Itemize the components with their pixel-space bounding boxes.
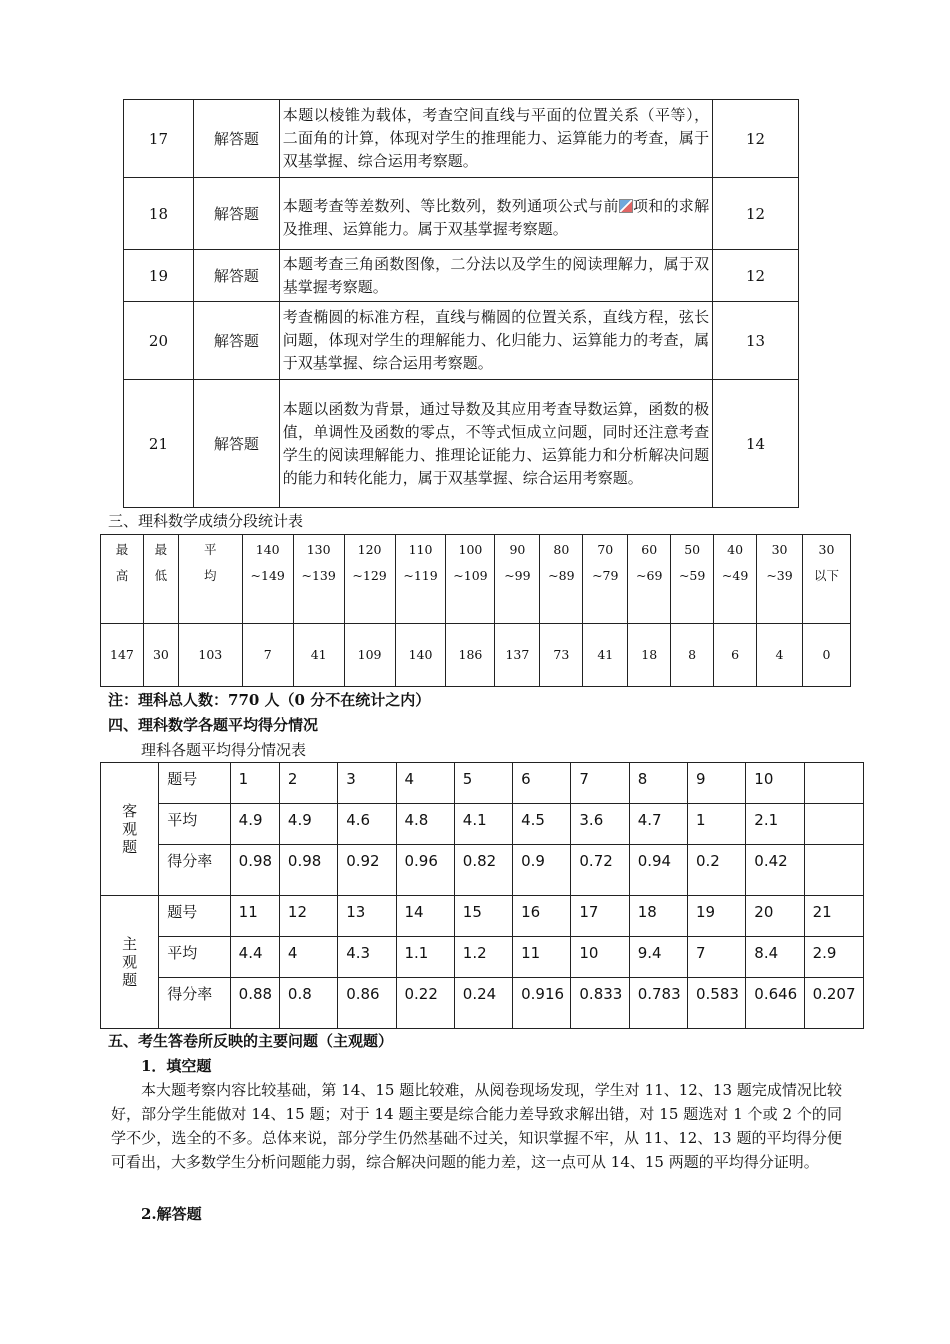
table-cell: 8 [629, 763, 687, 804]
table-cell: 0.646 [746, 978, 804, 1029]
table-cell: 9.4 [629, 937, 687, 978]
header-line: 40 [727, 542, 744, 557]
row-label: 题号 [159, 896, 230, 937]
header-line: ~149 [250, 568, 285, 583]
question-score: 14 [713, 380, 799, 508]
table-cell: 17 [571, 896, 629, 937]
group-label-char: 题 [122, 838, 138, 856]
row-label: 题号 [159, 763, 230, 804]
table-cell: 1.2 [454, 937, 512, 978]
column-header [714, 535, 757, 624]
header-line: 110 [408, 542, 433, 557]
question-description: 本题以函数为背景，通过导数及其应用考查导数运算，函数的极值，单调性及函数的零点，不等式恒成立问题，同时还注意考查学生的阅读理解能力、推理论证能力、运算能力和分析解决问题的能力和转化能力，属于双基掌握、综合运用考察题。 [279, 380, 712, 508]
question-type: 解答题 [193, 178, 279, 250]
objective-group-label [101, 763, 159, 896]
table-cell: 0.783 [629, 978, 687, 1029]
column-header [757, 535, 803, 624]
table-cell: 4.7 [629, 804, 687, 845]
table-cell: 0.9 [513, 845, 571, 896]
table-row [101, 937, 864, 978]
table-cell: 4 [396, 763, 454, 804]
question-description [279, 178, 712, 250]
column-header [628, 535, 671, 624]
row-label: 平均 [159, 937, 230, 978]
table-cell: 140 [395, 624, 446, 687]
table-row [101, 804, 864, 845]
header-line: 140 [255, 542, 280, 557]
note-total: 注：理科总人数：770 人（0 分不在统计之内） [108, 691, 431, 709]
table-cell: 19 [687, 896, 745, 937]
question-description: 本题以棱锥为载体，考查空间直线与平面的位置关系（平等），二面角的计算，体现对学生的推理能力、运算能力的考查，属于双基掌握、综合运用考察题。 [279, 100, 712, 178]
question-number: 21 [124, 380, 194, 508]
table-cell: 4.3 [338, 937, 396, 978]
table-cell: 0.8 [279, 978, 337, 1029]
table-cell: 4 [757, 624, 803, 687]
column-header [242, 535, 293, 624]
header-line: 均 [204, 568, 217, 583]
header-line: 130 [306, 542, 331, 557]
table-row [101, 978, 864, 1029]
table-cell: 41 [583, 624, 628, 687]
table-caption: 理科各题平均得分情况表 [141, 741, 307, 759]
table-cell: 1 [687, 804, 745, 845]
table-cell: 4.6 [338, 804, 396, 845]
header-line: 70 [597, 542, 614, 557]
header-line: ~139 [301, 568, 336, 583]
table-cell: 186 [446, 624, 495, 687]
header-line: 平 [204, 542, 217, 557]
header-line: 120 [357, 542, 382, 557]
table-row [124, 250, 799, 302]
header-line: ~129 [352, 568, 387, 583]
table-cell: 2.9 [804, 937, 863, 978]
row-label: 得分率 [159, 845, 230, 896]
header-line: 100 [458, 542, 483, 557]
table-cell: 0.42 [746, 845, 804, 896]
table-cell: 30 [143, 624, 178, 687]
table-cell: 147 [101, 624, 144, 687]
table-cell [804, 763, 863, 804]
question-type: 解答题 [193, 250, 279, 302]
question-number: 19 [124, 250, 194, 302]
table-cell: 4.1 [454, 804, 512, 845]
question-number: 20 [124, 302, 194, 380]
header-line: ~69 [636, 568, 663, 583]
question-type: 解答题 [193, 100, 279, 178]
table-cell: 0 [803, 624, 851, 687]
group-label-char: 观 [122, 953, 138, 971]
column-header [344, 535, 395, 624]
question-score: 13 [713, 302, 799, 380]
section-3-title: 三、理科数学成绩分段统计表 [108, 512, 304, 530]
table-cell: 11 [230, 896, 279, 937]
table-cell: 13 [338, 896, 396, 937]
header-line: 50 [684, 542, 701, 557]
header-line: 30 [818, 542, 835, 557]
table-cell: 6 [513, 763, 571, 804]
table-cell: 21 [804, 896, 863, 937]
table-cell: 9 [687, 763, 745, 804]
table-cell: 0.916 [513, 978, 571, 1029]
table-cell: 14 [396, 896, 454, 937]
table-row [101, 624, 851, 687]
header-line: ~89 [548, 568, 575, 583]
header-line: ~119 [403, 568, 438, 583]
table-cell: 73 [540, 624, 583, 687]
table-cell: 41 [293, 624, 344, 687]
description-part: 本题考查等差数列、等比数列，数列通项公式与前 [282, 196, 619, 215]
column-header [178, 535, 242, 624]
question-description: 本题考查三角函数图像，二分法以及学生的阅读理解力，属于双基掌握考察题。 [279, 250, 712, 302]
table-cell: 4.5 [513, 804, 571, 845]
table-cell: 0.207 [804, 978, 863, 1029]
header-line: ~79 [592, 568, 619, 583]
column-header [143, 535, 178, 624]
header-line: 80 [553, 542, 570, 557]
table-cell: 0.2 [687, 845, 745, 896]
table-cell: 2.1 [746, 804, 804, 845]
score-distribution-table [100, 534, 851, 687]
header-line: ~39 [766, 568, 793, 583]
header-line: 低 [154, 568, 168, 583]
section-4-title: 四、理科数学各题平均得分情况 [108, 716, 319, 734]
group-label-char: 题 [122, 971, 138, 989]
table-cell: 4.4 [230, 937, 279, 978]
table-cell: 20 [746, 896, 804, 937]
column-header [293, 535, 344, 624]
header-line: 以下 [813, 568, 839, 583]
table-cell: 6 [714, 624, 757, 687]
table-cell: 8 [671, 624, 714, 687]
group-label-char: 主 [122, 935, 138, 953]
table-header-row [101, 535, 851, 624]
table-row [101, 763, 864, 804]
column-header [495, 535, 540, 624]
table-cell: 7 [571, 763, 629, 804]
column-header [583, 535, 628, 624]
row-label: 平均 [159, 804, 230, 845]
table-cell: 7 [242, 624, 293, 687]
table-cell: 5 [454, 763, 512, 804]
fill-blank-analysis-paragraph: 本大题考察内容比较基础，第 14、15 题比较难，从阅卷现场发现，学生对 11、12、13 题完成情况比较好，部分学生能做对 14、15 题；对于 14 题主要是综合能力差导致求解出错，对 15 题选对 1 个或 2 个的同学不少，选全的不多。总体来说，部分学生仍然基础不过关，知识掌握不牢，从 11、12、13 题的平均得分便可看出，大多数学生分析问题能力弱，综合解决问题的能力差，这一点可从 14、15 两题的平均得分证明。 [111, 1081, 842, 1171]
table-cell: 0.96 [396, 845, 454, 896]
column-header [803, 535, 851, 624]
row-label: 得分率 [159, 978, 230, 1029]
group-label-char: 客 [122, 802, 138, 820]
table-row [124, 302, 799, 380]
table-cell: 10 [571, 937, 629, 978]
section-5-title: 五、考生答卷所反映的主要问题（主观题） [108, 1032, 394, 1050]
column-header [101, 535, 144, 624]
header-line: 最 [115, 542, 129, 557]
table-row [101, 845, 864, 896]
question-number: 18 [124, 178, 194, 250]
table-row [124, 380, 799, 508]
table-cell: 109 [344, 624, 395, 687]
table-cell: 3.6 [571, 804, 629, 845]
table-cell: 2 [279, 763, 337, 804]
table-cell: 12 [279, 896, 337, 937]
table-row [124, 100, 799, 178]
header-line: 30 [771, 542, 788, 557]
table-row [101, 896, 864, 937]
subsection-1-title: 1．填空题 [141, 1057, 212, 1075]
question-number: 17 [124, 100, 194, 178]
question-type: 解答题 [193, 302, 279, 380]
table-cell: 8.4 [746, 937, 804, 978]
header-line: 高 [115, 568, 129, 583]
header-line: ~99 [504, 568, 531, 583]
table-cell [804, 845, 863, 896]
column-header [671, 535, 714, 624]
table-cell: 0.98 [230, 845, 279, 896]
table-cell: 10 [746, 763, 804, 804]
table-cell: 0.82 [454, 845, 512, 896]
table-cell: 3 [338, 763, 396, 804]
question-type: 解答题 [193, 380, 279, 508]
table-cell: 18 [629, 896, 687, 937]
header-line: ~59 [678, 568, 706, 583]
subsection-2-title: 2.解答题 [141, 1205, 202, 1223]
table-cell [804, 804, 863, 845]
table-row [124, 178, 799, 250]
table-cell: 15 [454, 896, 512, 937]
table-cell: 0.94 [629, 845, 687, 896]
table-cell: 18 [628, 624, 671, 687]
column-header [540, 535, 583, 624]
table-cell: 137 [495, 624, 540, 687]
table-cell: 0.583 [687, 978, 745, 1029]
question-score: 12 [713, 100, 799, 178]
question-analysis-table [123, 99, 799, 508]
average-score-table [100, 762, 864, 1029]
header-line: 60 [641, 542, 658, 557]
description-part: 项和的求解及推理、运算能力。属于双基掌握考察题。 [282, 196, 710, 238]
header-line: 最 [154, 542, 168, 557]
table-cell: 4 [279, 937, 337, 978]
table-cell: 16 [513, 896, 571, 937]
column-header [446, 535, 495, 624]
table-cell: 0.833 [571, 978, 629, 1029]
table-cell: 103 [178, 624, 242, 687]
header-line: ~109 [453, 568, 488, 583]
table-cell: 4.9 [230, 804, 279, 845]
header-line: 90 [509, 542, 526, 557]
header-line: ~49 [721, 568, 749, 583]
table-cell: 4.8 [396, 804, 454, 845]
table-cell: 0.92 [338, 845, 396, 896]
question-description: 考查椭圆的标准方程，直线与椭圆的位置关系，直线方程，弦长问题，体现对学生的理解能力、化归能力、运算能力的考查，属于双基掌握、综合运用考察题。 [279, 302, 712, 380]
table-cell: 7 [687, 937, 745, 978]
table-cell: 4.9 [279, 804, 337, 845]
table-cell: 0.86 [338, 978, 396, 1029]
table-cell: 0.24 [454, 978, 512, 1029]
table-cell: 0.72 [571, 845, 629, 896]
group-label-char: 观 [122, 820, 138, 838]
table-cell: 0.88 [230, 978, 279, 1029]
column-header [395, 535, 446, 624]
question-score: 12 [713, 250, 799, 302]
formula-image-icon [619, 199, 633, 213]
table-cell: 1.1 [396, 937, 454, 978]
table-cell: 0.98 [279, 845, 337, 896]
subjective-group-label [101, 896, 159, 1029]
question-score: 12 [713, 178, 799, 250]
table-cell: 11 [513, 937, 571, 978]
table-cell: 0.22 [396, 978, 454, 1029]
table-cell: 1 [230, 763, 279, 804]
